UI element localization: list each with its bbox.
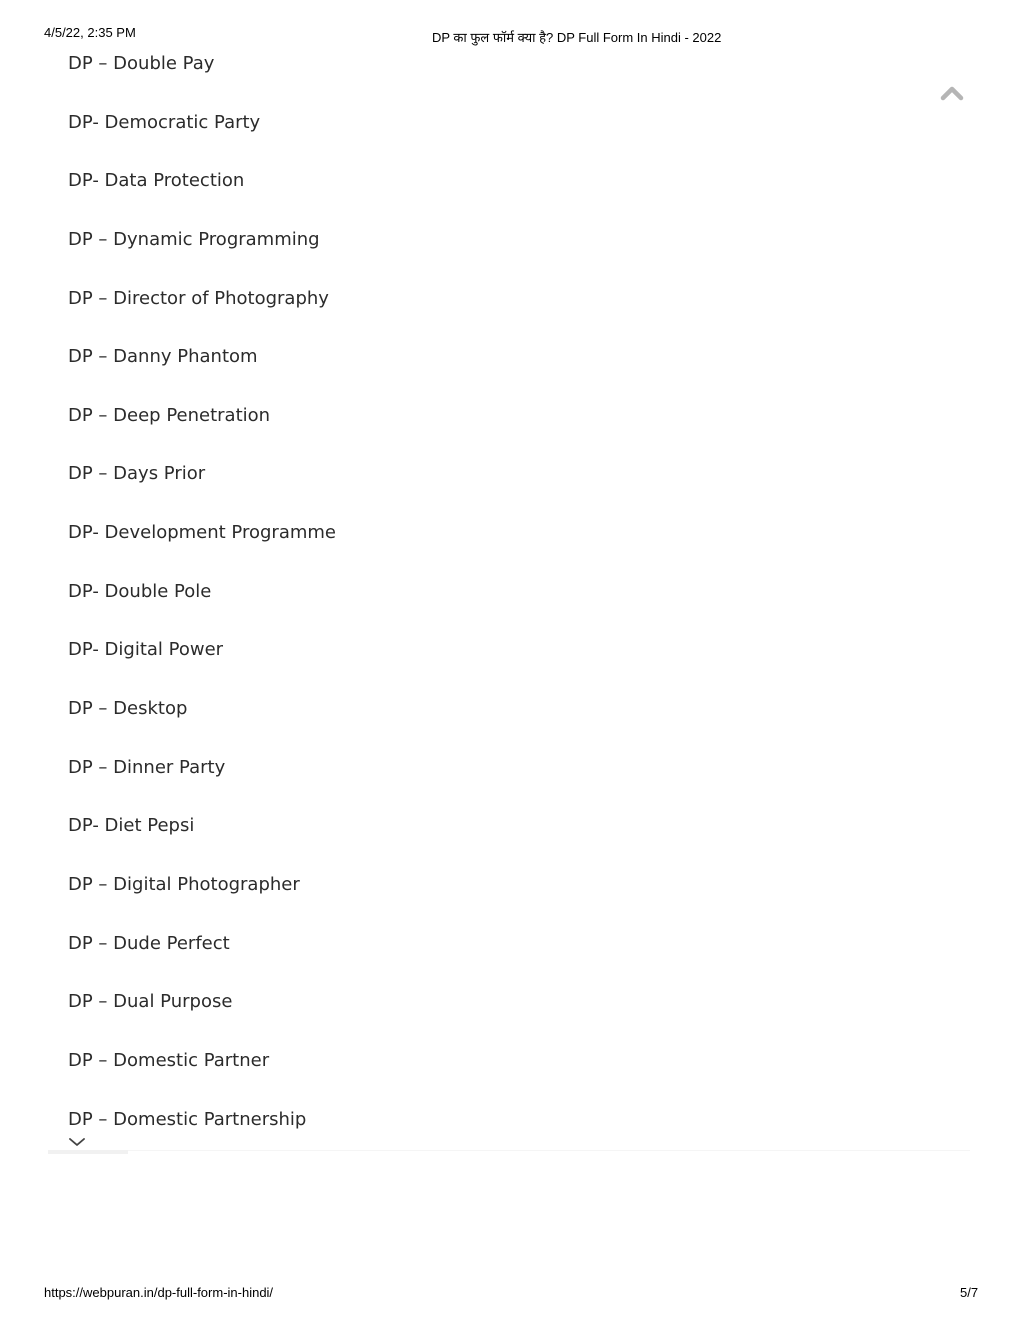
- content-divider: [48, 1150, 970, 1151]
- print-header-title: DP का फुल फॉर्म क्या है? DP Full Form In Hindi - 2022: [432, 30, 722, 45]
- list-item: DP – Digital Photographer: [68, 873, 300, 895]
- list-item: DP – Domestic Partnership: [68, 1108, 307, 1130]
- list-item: DP – Dinner Party: [68, 756, 226, 778]
- list-item: DP – Dynamic Programming: [68, 228, 320, 250]
- chevron-up-icon: [938, 80, 966, 104]
- dp-full-form-list: [68, 52, 336, 1166]
- list-item: DP – Dude Perfect: [68, 932, 230, 954]
- list-item: DP – Deep Penetration: [68, 404, 271, 426]
- list-item: DP – Dual Purpose: [68, 991, 233, 1013]
- expand-more-button[interactable]: [68, 1133, 86, 1145]
- content-divider-tab: [48, 1150, 128, 1154]
- print-footer-url: https://webpuran.in/dp-full-form-in-hindi/: [44, 1285, 274, 1300]
- list-item: DP- Double Pole: [68, 580, 212, 602]
- list-item: DP- Data Protection: [68, 170, 245, 192]
- list-item: DP – Danny Phantom: [68, 346, 258, 368]
- list-item: DP- Digital Power: [68, 639, 224, 661]
- list-item: DP- Democratic Party: [68, 111, 261, 133]
- list-item: DP- Diet Pepsi: [68, 815, 195, 837]
- scroll-to-top-button[interactable]: [938, 80, 966, 104]
- print-footer-page-number: 5/7: [960, 1285, 979, 1300]
- chevron-down-icon: [68, 1136, 86, 1148]
- list-item: DP – Double Pay: [68, 53, 215, 74]
- list-item: DP – Domestic Partner: [68, 1049, 270, 1071]
- list-item: DP- Development Programme: [68, 522, 336, 544]
- list-item: DP – Days Prior: [68, 463, 206, 485]
- list-item: DP – Director of Photography: [68, 287, 329, 309]
- list-item: DP – Desktop: [68, 698, 188, 720]
- print-header-date: 4/5/22, 2:35 PM: [44, 25, 136, 40]
